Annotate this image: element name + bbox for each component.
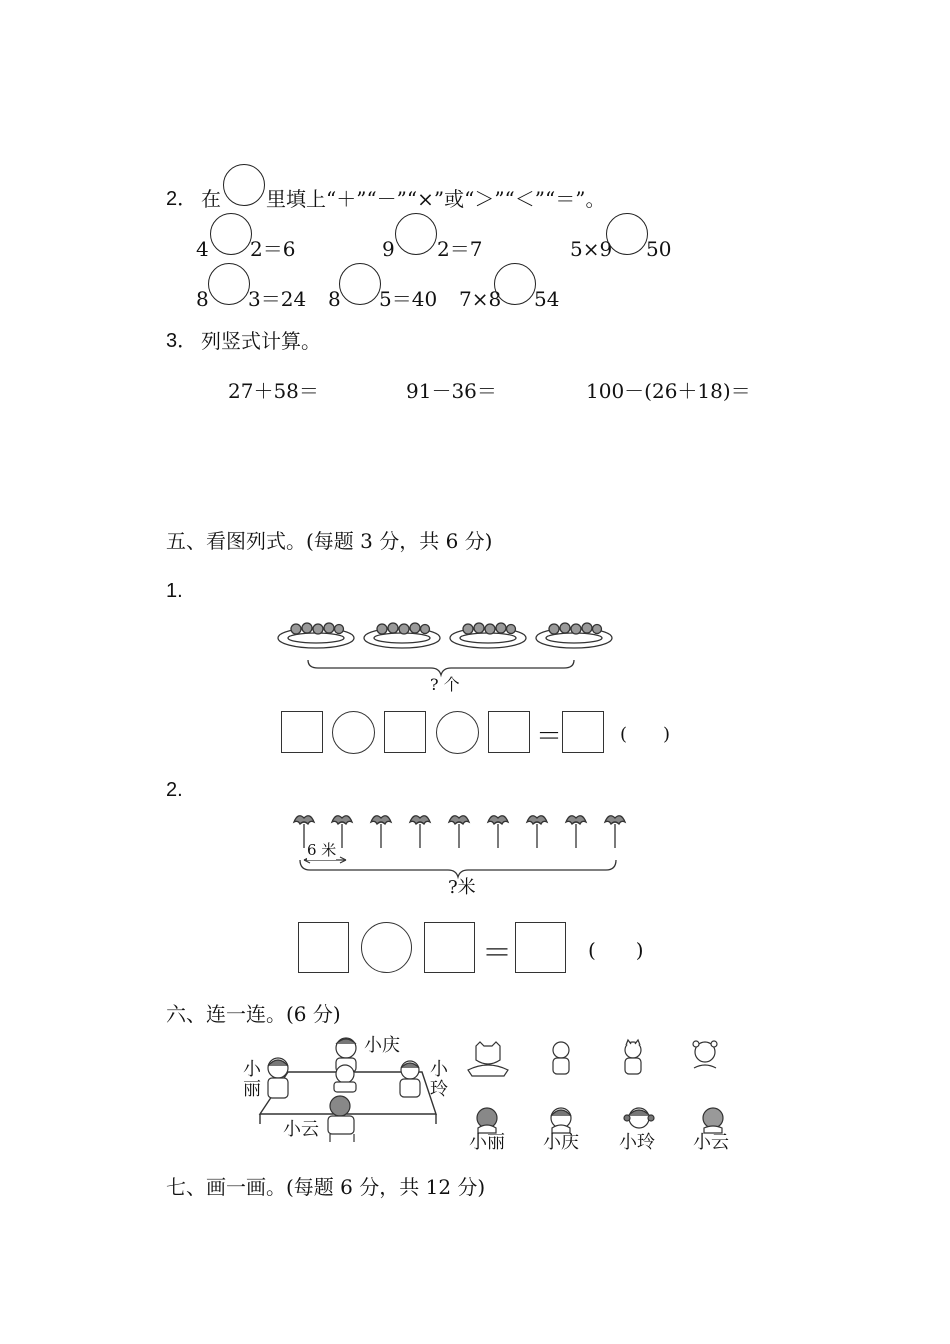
tree-icon	[410, 816, 430, 848]
plate-icon	[364, 623, 440, 648]
s5-p1-unit-paren[interactable]: ( )	[620, 724, 671, 745]
q2-r2-e3-left: 7×8	[459, 287, 502, 311]
q2-instruction-a: 在	[201, 187, 221, 211]
child-option-3-icon[interactable]	[622, 1106, 656, 1134]
q2-r1-e2-right: 2＝7	[437, 237, 483, 261]
s5-p1-answer-box-2[interactable]	[384, 711, 426, 753]
s5-p2-answer-box-1[interactable]	[298, 922, 349, 973]
section6-title: 六、连一连。(6 分)	[166, 1002, 341, 1026]
q3-number: 3．	[166, 330, 198, 352]
choice-label-2: 小庆	[543, 1132, 579, 1153]
s5-p1-plates	[276, 614, 616, 664]
q2-r2-e1-right: 3＝24	[248, 287, 307, 311]
s5-p2-gap-label: 6 米	[307, 841, 337, 859]
q2-r1-e1-left: 4	[196, 237, 209, 261]
table-scene-illustration	[250, 1034, 450, 1144]
q2-r2-e3-answer-circle[interactable]	[494, 263, 536, 305]
viewpoint-option-2[interactable]	[546, 1040, 576, 1080]
section5-title: 五、看图列式。(每题 3 分，共 6 分)	[166, 529, 493, 553]
s5-p2-equals-sign: ＝	[482, 936, 512, 971]
q2-r1-e3-left: 5×9	[570, 237, 613, 261]
s5-p1-result-box[interactable]	[562, 711, 604, 753]
scene-name-right: 小玲	[430, 1059, 448, 1100]
s5-p1-brace-label: ? 个	[430, 675, 460, 694]
s5-p1-operator-circle-2[interactable]	[436, 711, 479, 754]
s5-p2-number: 2.	[166, 779, 183, 801]
plate-icon	[278, 623, 354, 648]
choice-label-4: 小云	[693, 1132, 729, 1153]
s5-p1-answer-box-3[interactable]	[488, 711, 530, 753]
tree-icon	[605, 816, 625, 848]
q2-r2-e3-right: 54	[534, 287, 560, 311]
child-right-figure	[400, 1061, 420, 1097]
choice-label-3: 小玲	[619, 1132, 655, 1153]
viewpoint-option-1[interactable]	[466, 1040, 510, 1080]
plate-icon	[536, 623, 612, 648]
s5-p1-number: 1.	[166, 580, 183, 602]
q2-r1-e2-answer-circle[interactable]	[395, 213, 437, 255]
q2-r1-e1-right: 2＝6	[250, 237, 296, 261]
tree-icon	[449, 816, 469, 848]
s5-p2-brace	[298, 858, 618, 878]
s5-p2-answer-box-2[interactable]	[424, 922, 475, 973]
viewpoint-option-4[interactable]	[690, 1040, 720, 1076]
q2-r2-e2-left: 8	[328, 287, 341, 311]
q2-r2-e1-answer-circle[interactable]	[208, 263, 250, 305]
scene-name-top: 小庆	[364, 1035, 400, 1056]
tree-icon	[371, 816, 391, 848]
child-option-4-icon[interactable]	[698, 1106, 728, 1134]
s5-p2-trees	[290, 810, 630, 854]
sample-circle-icon	[223, 164, 265, 206]
child-left-figure	[268, 1058, 288, 1098]
q2-r2-e1-left: 8	[196, 287, 209, 311]
s5-p2-brace-label: ?米	[448, 877, 476, 898]
s5-p1-brace	[306, 658, 576, 676]
q2-r1-e1-answer-circle[interactable]	[210, 213, 252, 255]
q2-r1-e2-left: 9	[382, 237, 395, 261]
s5-p1-operator-circle-1[interactable]	[332, 711, 375, 754]
s5-p1-equals-sign: ＝	[536, 722, 563, 752]
q2-r1-e3-right: 50	[646, 237, 672, 261]
s5-p2-operator-circle[interactable]	[361, 922, 412, 973]
q2-r1-e3-answer-circle[interactable]	[606, 213, 648, 255]
q3-item-1: 27＋58＝	[228, 379, 319, 403]
s5-p2-unit-paren[interactable]: ( )	[588, 938, 644, 962]
q2-r2-e2-answer-circle[interactable]	[339, 263, 381, 305]
viewpoint-option-3[interactable]	[618, 1040, 648, 1080]
scene-name-bottom: 小云	[283, 1119, 319, 1140]
s5-p1-answer-box-1[interactable]	[281, 711, 323, 753]
child-bottom-figure	[328, 1096, 354, 1142]
q2-instruction-b: 里填上“＋”“－”“×”或“＞”“＜”“＝”。	[266, 187, 606, 211]
scene-name-left: 小丽	[243, 1059, 261, 1100]
section7-title: 七、画一画。(每题 6 分，共 12 分)	[166, 1175, 486, 1199]
tree-icon	[566, 816, 586, 848]
child-center-figure	[334, 1065, 356, 1092]
q3-instruction: 列竖式计算。	[201, 329, 321, 353]
tree-icon	[527, 816, 547, 848]
q3-item-3: 100－(26＋18)＝	[586, 379, 751, 403]
child-option-1-icon[interactable]	[472, 1106, 502, 1134]
tree-icon	[488, 816, 508, 848]
plate-icon	[450, 623, 526, 648]
s5-p2-result-box[interactable]	[515, 922, 566, 973]
q2-r2-e2-right: 5＝40	[379, 287, 438, 311]
choice-label-1: 小丽	[469, 1132, 505, 1153]
child-option-2-icon[interactable]	[546, 1106, 576, 1134]
q3-item-2: 91－36＝	[406, 379, 497, 403]
q2-number: 2．	[166, 188, 198, 210]
